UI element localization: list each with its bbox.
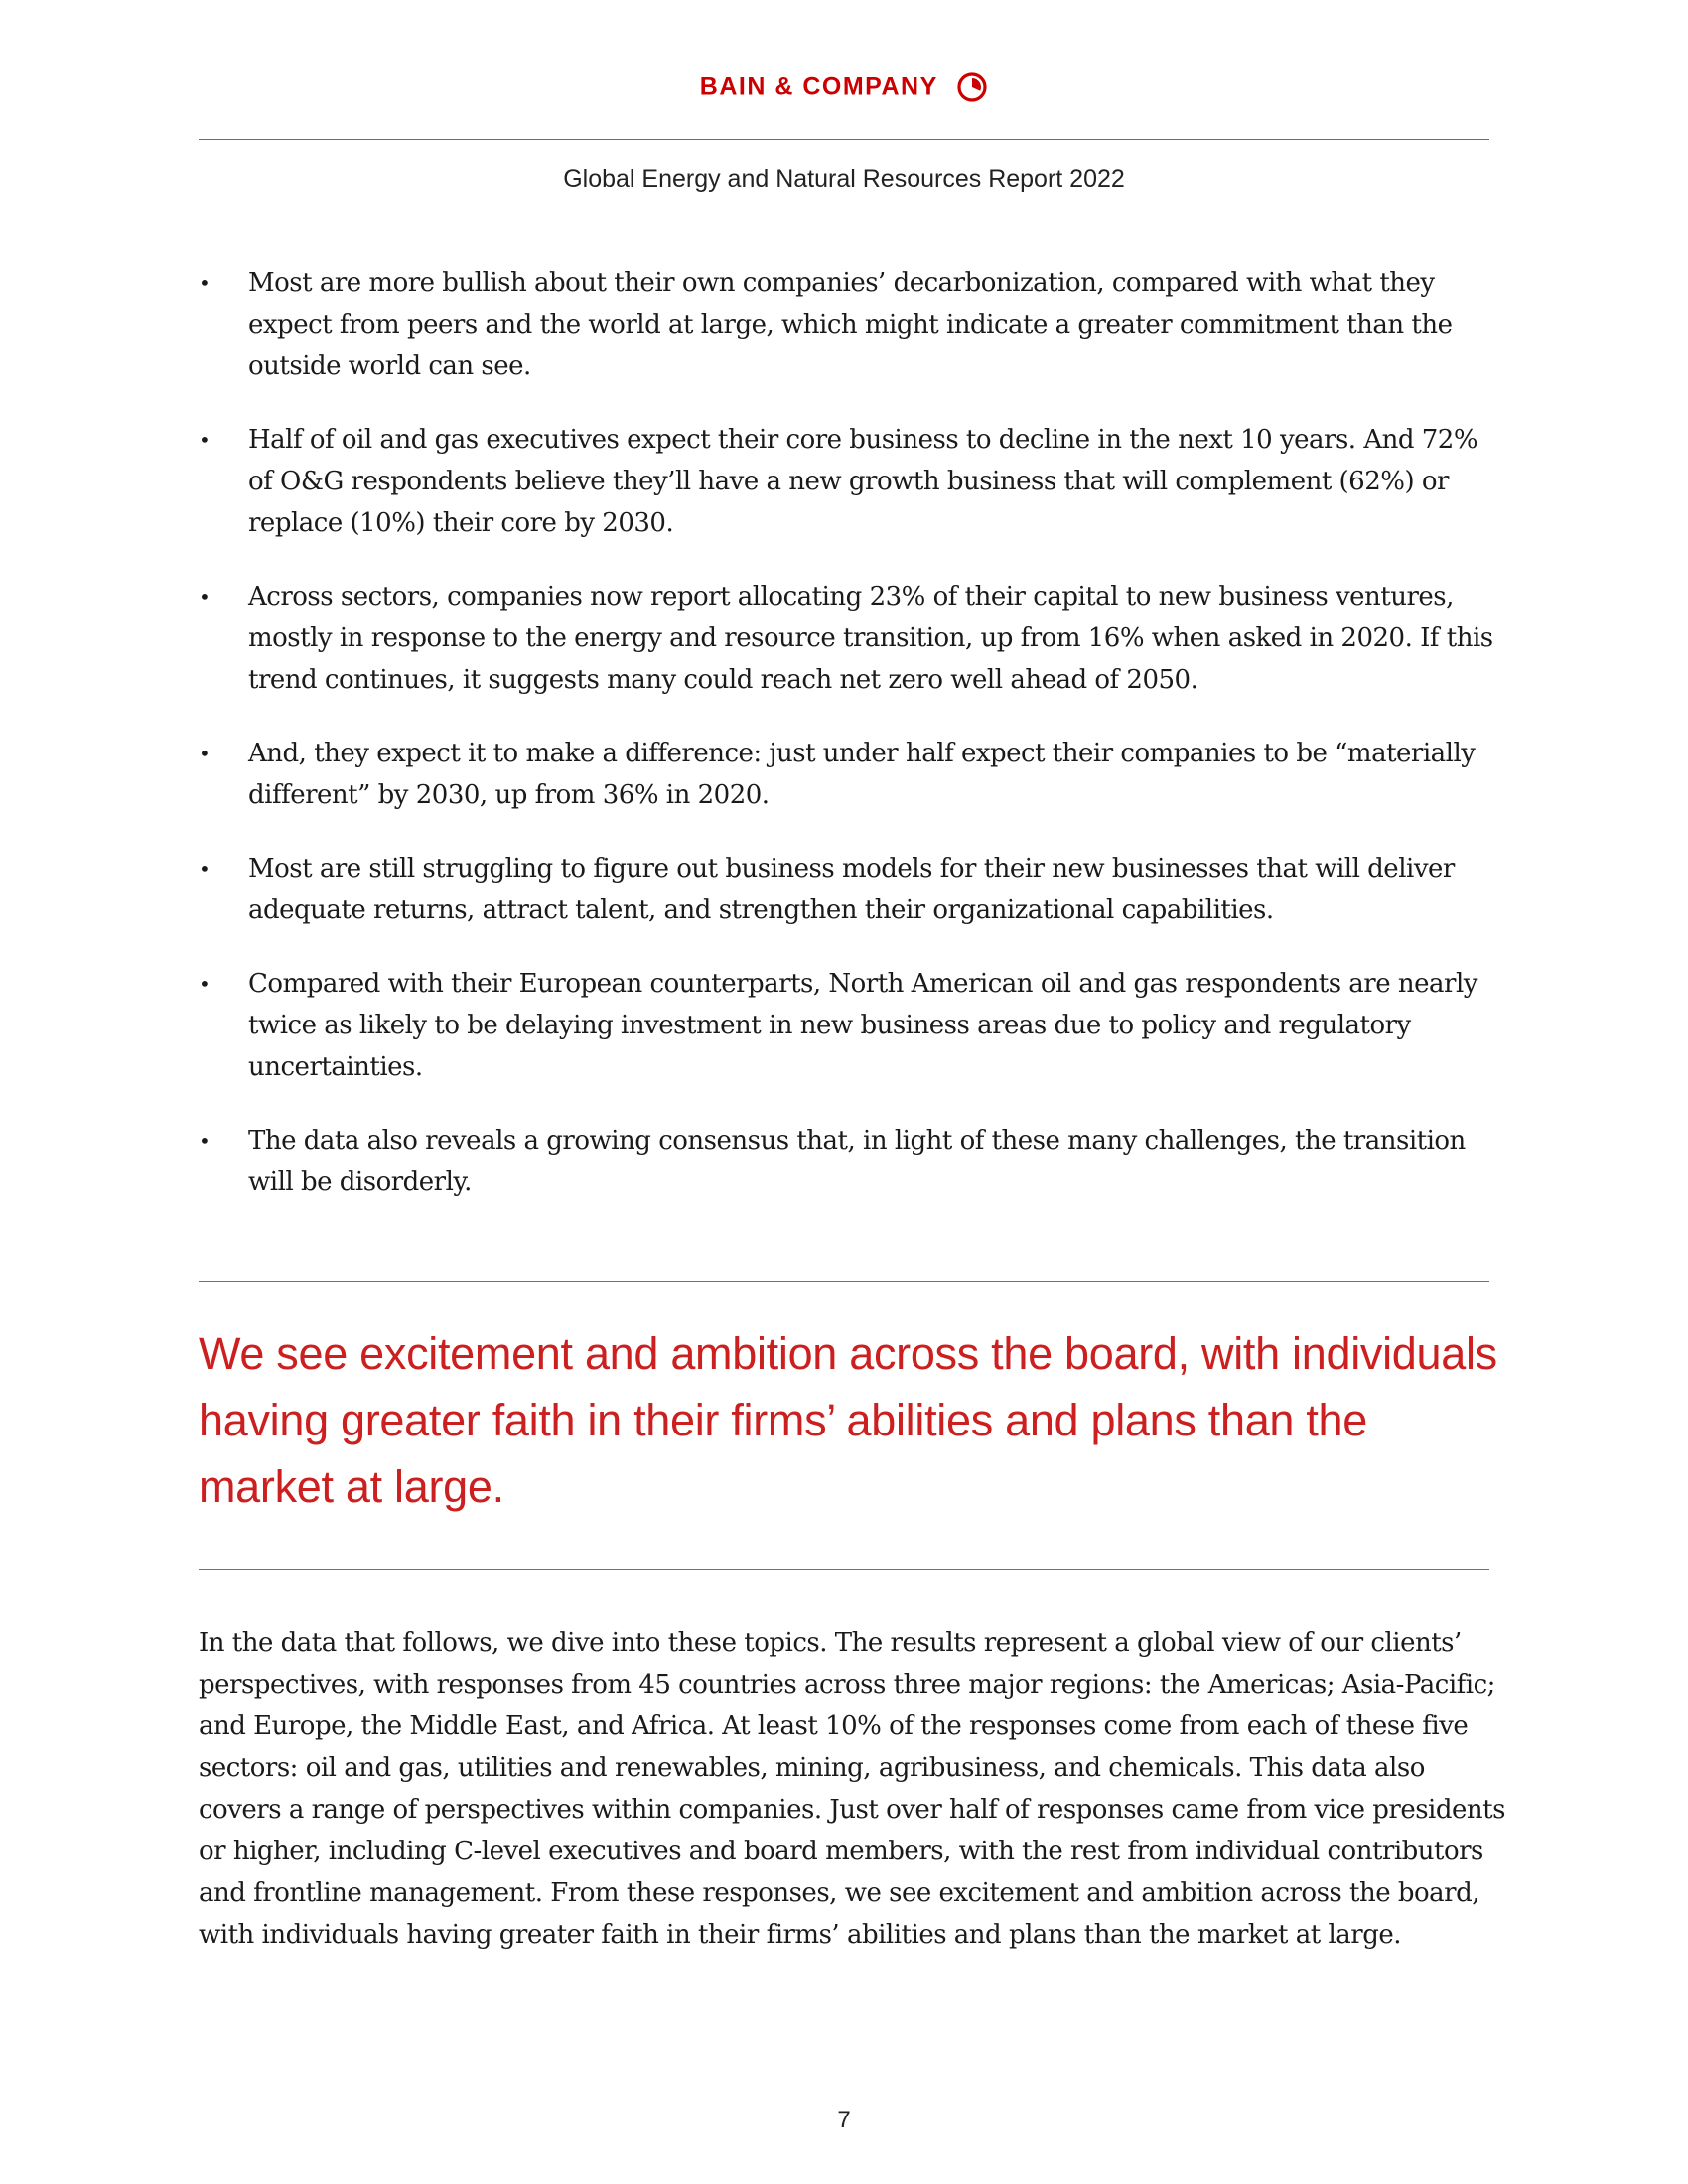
list-item [199,963,1499,1088]
list-item [199,848,1499,931]
list-item-text: Compared with their European counterparts, North American oil and gas respondents are nearly twice as likely to be delaying investment in new business areas due to policy and regulatory uncertainties. [248,969,1477,1082]
header-divider [199,139,1489,140]
list-item-text: Most are still struggling to figure out business models for their new businesses that will deliver adequate returns, attract talent, and strengthen their organizational capabilities. [248,854,1455,925]
brand-logo [0,71,1688,103]
pull-quote: We see excitement and ambition across the board, with individuals having greater faith in their firms’ abilities and plans than the market at large. [199,1328,1497,1512]
list-item-text: And, they expect it to make a difference: just under half expect their companies to be “materially different” by 2030, up from 36% in 2020. [248,739,1476,810]
bullet-icon: • [199,271,211,295]
bullet-icon: • [199,428,211,452]
body-paragraph: In the data that follows, we dive into these topics. The results represent a global view of our clients’ perspectives, with responses from 45 countries across three major regions: the Americas; Asia-Pacific; and Europe, the Middle East, and Africa. At least 10% of the responses come from each of these five sectors: oil and gas, utilities and renewables, mining, agribusiness, and chemicals. This data also covers a range of perspectives within companies. Just over half of responses came from vice presidents or higher, including C-level executives and board members, with the rest from individual contributors and frontline management. From these responses, we see excitement and ambition across the board, with individuals having greater faith in their firms’ abilities and plans than the market at large. [199,1628,1505,1950]
brand-name: BAIN & COMPANY [699,72,938,101]
list-item [199,262,1499,387]
list-item [199,733,1499,816]
list-item [199,576,1499,701]
report-title: Global Energy and Natural Resources Report 2022 [563,165,1125,193]
list-item-text: Most are more bullish about their own companies’ decarbonization, compared with what they expect from peers and the world at large, which might indicate a greater commitment than the outside world can see. [248,268,1453,381]
bullet-icon: • [199,1129,211,1153]
pull-quote-bottom-divider [199,1569,1489,1570]
list-item-text: Across sectors, companies now report allocating 23% of their capital to new business ventures, mostly in response to the energy and resource transition, up from 16% when asked in 2020. If this trend continues, it suggests many could reach net zero well ahead of 2050. [248,582,1493,695]
bullet-icon: • [199,585,211,609]
list-item-text: Half of oil and gas executives expect their core business to decline in the next 10 years. And 72% of O&G respondents believe they’ll have a new growth business that will complement (62%) or replace (10%) their core by 2030. [248,425,1478,538]
list-item [199,1120,1499,1203]
bain-circle-logo-icon [956,71,988,103]
page-number: 7 [837,2107,851,2133]
key-findings-list [199,262,1499,1235]
list-item-text: The data also reveals a growing consensus that, in light of these many challenges, the transition will be disorderly. [248,1126,1466,1197]
bullet-icon: • [199,742,211,765]
pull-quote-top-divider [199,1281,1489,1282]
list-item [199,419,1499,544]
bullet-icon: • [199,972,211,996]
bullet-icon: • [199,857,211,881]
